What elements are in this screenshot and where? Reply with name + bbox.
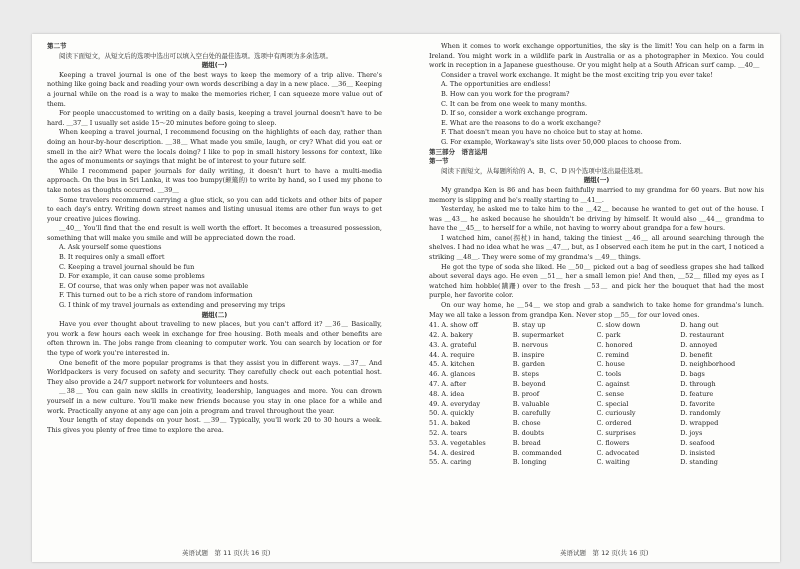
question-choice: D. randomly: [680, 409, 721, 418]
passage-paragraph: For people unaccustomed to writing on a daily basis, keeping a travel journal doesn't have to be hard. ＿37＿ I usually set aside 15～20 minutes before going to sleep.: [47, 109, 382, 127]
answer-option: E. Of course, that was only when paper was not available: [59, 281, 249, 290]
question-choice: 47. A. after: [429, 380, 467, 388]
question-choice: B. bread: [512, 438, 541, 447]
question-choice: 43. A. grateful: [429, 340, 477, 349]
section-heading: 第二节: [47, 42, 67, 50]
question-choice: 50. A. quickly: [429, 409, 474, 418]
question-row: [429, 341, 764, 351]
question-row: [429, 458, 764, 468]
question-choice: 48. A. idea: [429, 389, 465, 398]
left-column: [47, 42, 382, 435]
question-choice: C. special: [596, 399, 629, 408]
answer-option: C. Keeping a travel journal should be fun: [59, 262, 195, 271]
question-choice: C. advocated: [596, 448, 640, 457]
question-choice: B. longing: [512, 458, 547, 467]
answer-option: B. It requires only a small effort: [59, 253, 165, 262]
answer-option: G. I think of my travel journals as extending and preserving my trips: [59, 301, 286, 310]
passage-paragraph: He got the type of soda she liked. He ＿50＿ picked out a bag of seedless grapes she had talked about several days ago. He even ＿51＿ her a small lemon pie! And then, ＿52＿ filled my eyes as I watched him hobble(蹒跚) over to the fresh ＿53＿ and pick her the bouquet that had the most purple, her favorite color.: [429, 262, 764, 300]
question-choice: D. annoyed: [680, 340, 718, 349]
question-choice: B. stay up: [512, 321, 546, 330]
group-title: 题组(一): [201, 61, 228, 70]
page-footer: 英语试题 第 11 页(共 16 页): [182, 549, 271, 557]
question-choice: C. honored: [596, 340, 633, 349]
question-choice: 55. A. caring: [429, 458, 472, 467]
answer-option: G. For example, Workaway's site lists over 50,000 places to choose from.: [441, 137, 682, 146]
question-choice: B. steps: [512, 370, 539, 379]
passage-paragraph: My grandpa Ken is 86 and has been faithfully married to my grandma for 60 years. But now his memory is slipping and he's really starting to ＿41＿.: [429, 185, 764, 204]
question-choice: D. joys: [680, 428, 703, 437]
question-row: [429, 419, 764, 429]
question-choice: C. ordered: [596, 419, 632, 428]
question-choice: B. nervous: [512, 340, 548, 349]
question-row: [429, 409, 764, 419]
question-choice: C. remind: [596, 350, 629, 359]
question-row: [429, 439, 764, 449]
passage-paragraph: While I recommend paper journals for daily writing, it doesn't hurt to have a multi-media approach. On the bus in Sri Lanka, it was too bumpy(颠簸的) to write by hand, so I used my phone to take notes as thoughts occurred. ＿39＿: [47, 166, 382, 194]
question-row: [429, 449, 764, 459]
question-row: [429, 360, 764, 370]
question-choice: B. chose: [512, 419, 541, 428]
question-choice: 44. A. require: [429, 350, 475, 359]
passage-paragraph: On our way home, he ＿54＿ we stop and grab a sandwich to take home for grandma's lunch. May we all take a lesson from grandpa Ken. Never stop ＿55＿ for our loved ones.: [429, 301, 764, 319]
section-instruction: 阅读下面短文，从每题所给的 A、B、C、D 四个选项中选出最佳选项。: [441, 166, 647, 175]
question-choice: C. waiting: [596, 458, 630, 467]
question-row: [429, 429, 764, 439]
question-choice: 42. A. bakery: [429, 331, 473, 340]
passage-paragraph: When it comes to work exchange opportunities, the sky is the limit! You can help on a farm in Ireland. You might work in a wildlife park in Australia or as a photographer in Mexico. You could work in reception in a Japanese guesthouse. Or you might help at a South African surf camp. ＿40＿: [429, 42, 764, 70]
question-row: [429, 390, 764, 400]
passage-paragraph: When keeping a travel journal, I recommend focusing on the highlights of each day, rather than doing an hour-by-hour description. ＿38＿ What made you smile, laugh, or cry? What did you eat or smell in the air? What were the locals doing? I like to pop in small history lessons for context, like the ages of monuments or sayings that might be of interest to your future self.: [47, 128, 382, 166]
question-choice: B. garden: [512, 360, 545, 369]
question-row: [429, 351, 764, 361]
question-choice: D. benefit: [680, 350, 713, 359]
question-choice: D. through: [680, 380, 716, 388]
question-choice: C. against: [596, 380, 630, 388]
question-choice: B. inspire: [512, 350, 545, 359]
passage-paragraph: Yesterday, he asked me to take him to the ＿42＿ because he wanted to get out of the house. I was ＿43＿ he asked because he shouldn't be driving by himself. It would also ＿44＿ grandma to have the ＿45＿ to herself for a while, not having to worry about grandpa for a few hours.: [429, 205, 764, 233]
question-row: [429, 380, 764, 390]
answer-option: D. For example, it can cause some problems: [59, 272, 205, 281]
passage-paragraph: Consider a travel work exchange. It might be the most exciting trip you ever take!: [441, 70, 714, 79]
question-choice: D. bags: [680, 370, 705, 379]
passage-paragraph: Your length of stay depends on your host. ＿39＿ Typically, you'll work 20 to 30 hours a week. This gives you plenty of free time to explore the area.: [47, 416, 382, 434]
question-choice: D. seafood: [680, 438, 715, 447]
question-choice: D. favorite: [680, 399, 715, 408]
answer-option: D. If so, consider a work exchange program.: [441, 109, 588, 118]
question-choice: C. tools: [596, 370, 622, 379]
question-choice: D. neighborhood: [680, 360, 736, 369]
question-choice: B. beyond: [512, 380, 546, 388]
question-choice: C. curiously: [596, 409, 636, 418]
question-choice: D. standing: [680, 458, 718, 467]
answer-option: A. Ask yourself some questions: [59, 243, 162, 252]
question-choice: D. hang out: [680, 321, 719, 330]
question-row: [429, 331, 764, 341]
passage-paragraph: ＿38＿ You can gain new skills in creativity, leadership, languages and more. You can drown yourself in a new culture. You'll make new friends because you stay in one place for a while and work. Practically anyone at any age can join a program and travel throughout the year.: [47, 387, 382, 415]
passage-paragraph: ＿40＿ You'll find that the end result is well worth the effort. It becomes a treasured possession, something that will make you smile and will be appreciated down the road.: [47, 224, 382, 242]
passage-paragraph: Have you ever thought about traveling to new places, but you can't afford it? ＿36＿ Basically, you work a few hours each week in exchange for free housing. Both meals and other benefits are often thrown in. The jobs range from cleaning to computer work. You can search by location or for the type of work you're interested in.: [47, 320, 382, 357]
passage-paragraph: One benefit of the more popular programs is that they assist you in different ways. ＿37＿ And Worldpackers is very focused on safety and security. They carefully check out each potential host. They also provide a 24/7 support network for volunteers and hosts.: [47, 358, 382, 386]
question-choice: B. supermarket: [512, 331, 564, 340]
question-choice: B. valuable: [512, 399, 550, 408]
section-heading: 第一节: [429, 157, 449, 166]
question-choice: B. carefully: [512, 409, 551, 418]
answer-option: C. It can be from one week to many months.: [441, 99, 587, 108]
question-choice: 46. A. glances: [429, 370, 476, 379]
passage-paragraph: Keeping a travel journal is one of the best ways to keep the memory of a trip alive. There's nothing like going back and reading your own words describing a day in a new place. ＿36＿ Keeping a journal while on the road is a way to make the memories richer, I can squeeze more value out of them.: [47, 70, 382, 108]
group-title: 题组(二): [201, 310, 228, 319]
question-choice: D. wrapped: [680, 419, 719, 428]
part-heading: 第三部分 语言运用: [429, 147, 488, 156]
question-choice: 54. A. desired: [429, 448, 475, 457]
answer-option: F. That doesn't mean you have no choice but to stay at home.: [441, 128, 643, 137]
question-choice: B. proof: [512, 389, 540, 398]
question-choice: 52. A. tears: [429, 428, 468, 437]
question-choice: 49. A. everyday: [429, 399, 481, 408]
answer-option: A. The opportunities are endless!: [441, 80, 551, 89]
group-title: 题组(一): [583, 176, 610, 185]
question-choice: C. house: [596, 360, 625, 369]
question-choice: 53. A. vegetables: [429, 438, 486, 447]
question-choice: C. surprises: [596, 428, 636, 437]
question-choice: C. park: [596, 331, 621, 340]
question-choice: B. commanded: [512, 448, 562, 457]
question-choice: 41. A. show off: [429, 321, 478, 330]
question-row: [429, 321, 764, 331]
passage-paragraph: I watched him, cane(拐杖) in hand, taking the tiniest ＿46＿ all around searching through the shelves. I had no idea what he was ＿47＿, but, as I observed each item he put in the cart, I noticed a striking ＿48＿. They were some of my grandma's ＿49＿ things.: [429, 233, 764, 262]
question-choice: D. feature: [680, 389, 714, 398]
question-choice: B. doubts: [512, 428, 545, 437]
right-column: [429, 42, 764, 468]
question-choice: D. insisted: [680, 448, 715, 457]
section-instruction: 阅读下面短文，从短文后的选项中选出可以填入空白处的最佳选项。选项中有两项为多余选项。: [59, 51, 332, 60]
question-choice: C. sense: [596, 389, 624, 398]
answer-option: B. How can you work for the program?: [441, 89, 570, 98]
answer-option: F. This turned out to be a rich store of random information: [59, 291, 253, 300]
question-table: [429, 321, 764, 468]
question-row: [429, 370, 764, 380]
exam-sheet: [32, 34, 780, 562]
page-footer: 英语试题 第 12 页(共 16 页): [560, 549, 649, 557]
question-choice: D. restaurant: [680, 331, 725, 340]
question-choice: C. slow down: [596, 321, 641, 330]
question-row: [429, 400, 764, 410]
question-choice: C. flowers: [596, 438, 630, 447]
passage-paragraph: Some travelers recommend carrying a glue stick, so you can add tickets and other bits of paper to each day's entry. Writing down street names and listing unusual items are other fun ways to get your creative juices flowing.: [47, 195, 382, 223]
question-choice: 45. A. kitchen: [429, 360, 475, 369]
answer-option: E. What are the reasons to do a work exchange?: [441, 118, 601, 127]
question-choice: 51. A. baked: [429, 419, 471, 428]
